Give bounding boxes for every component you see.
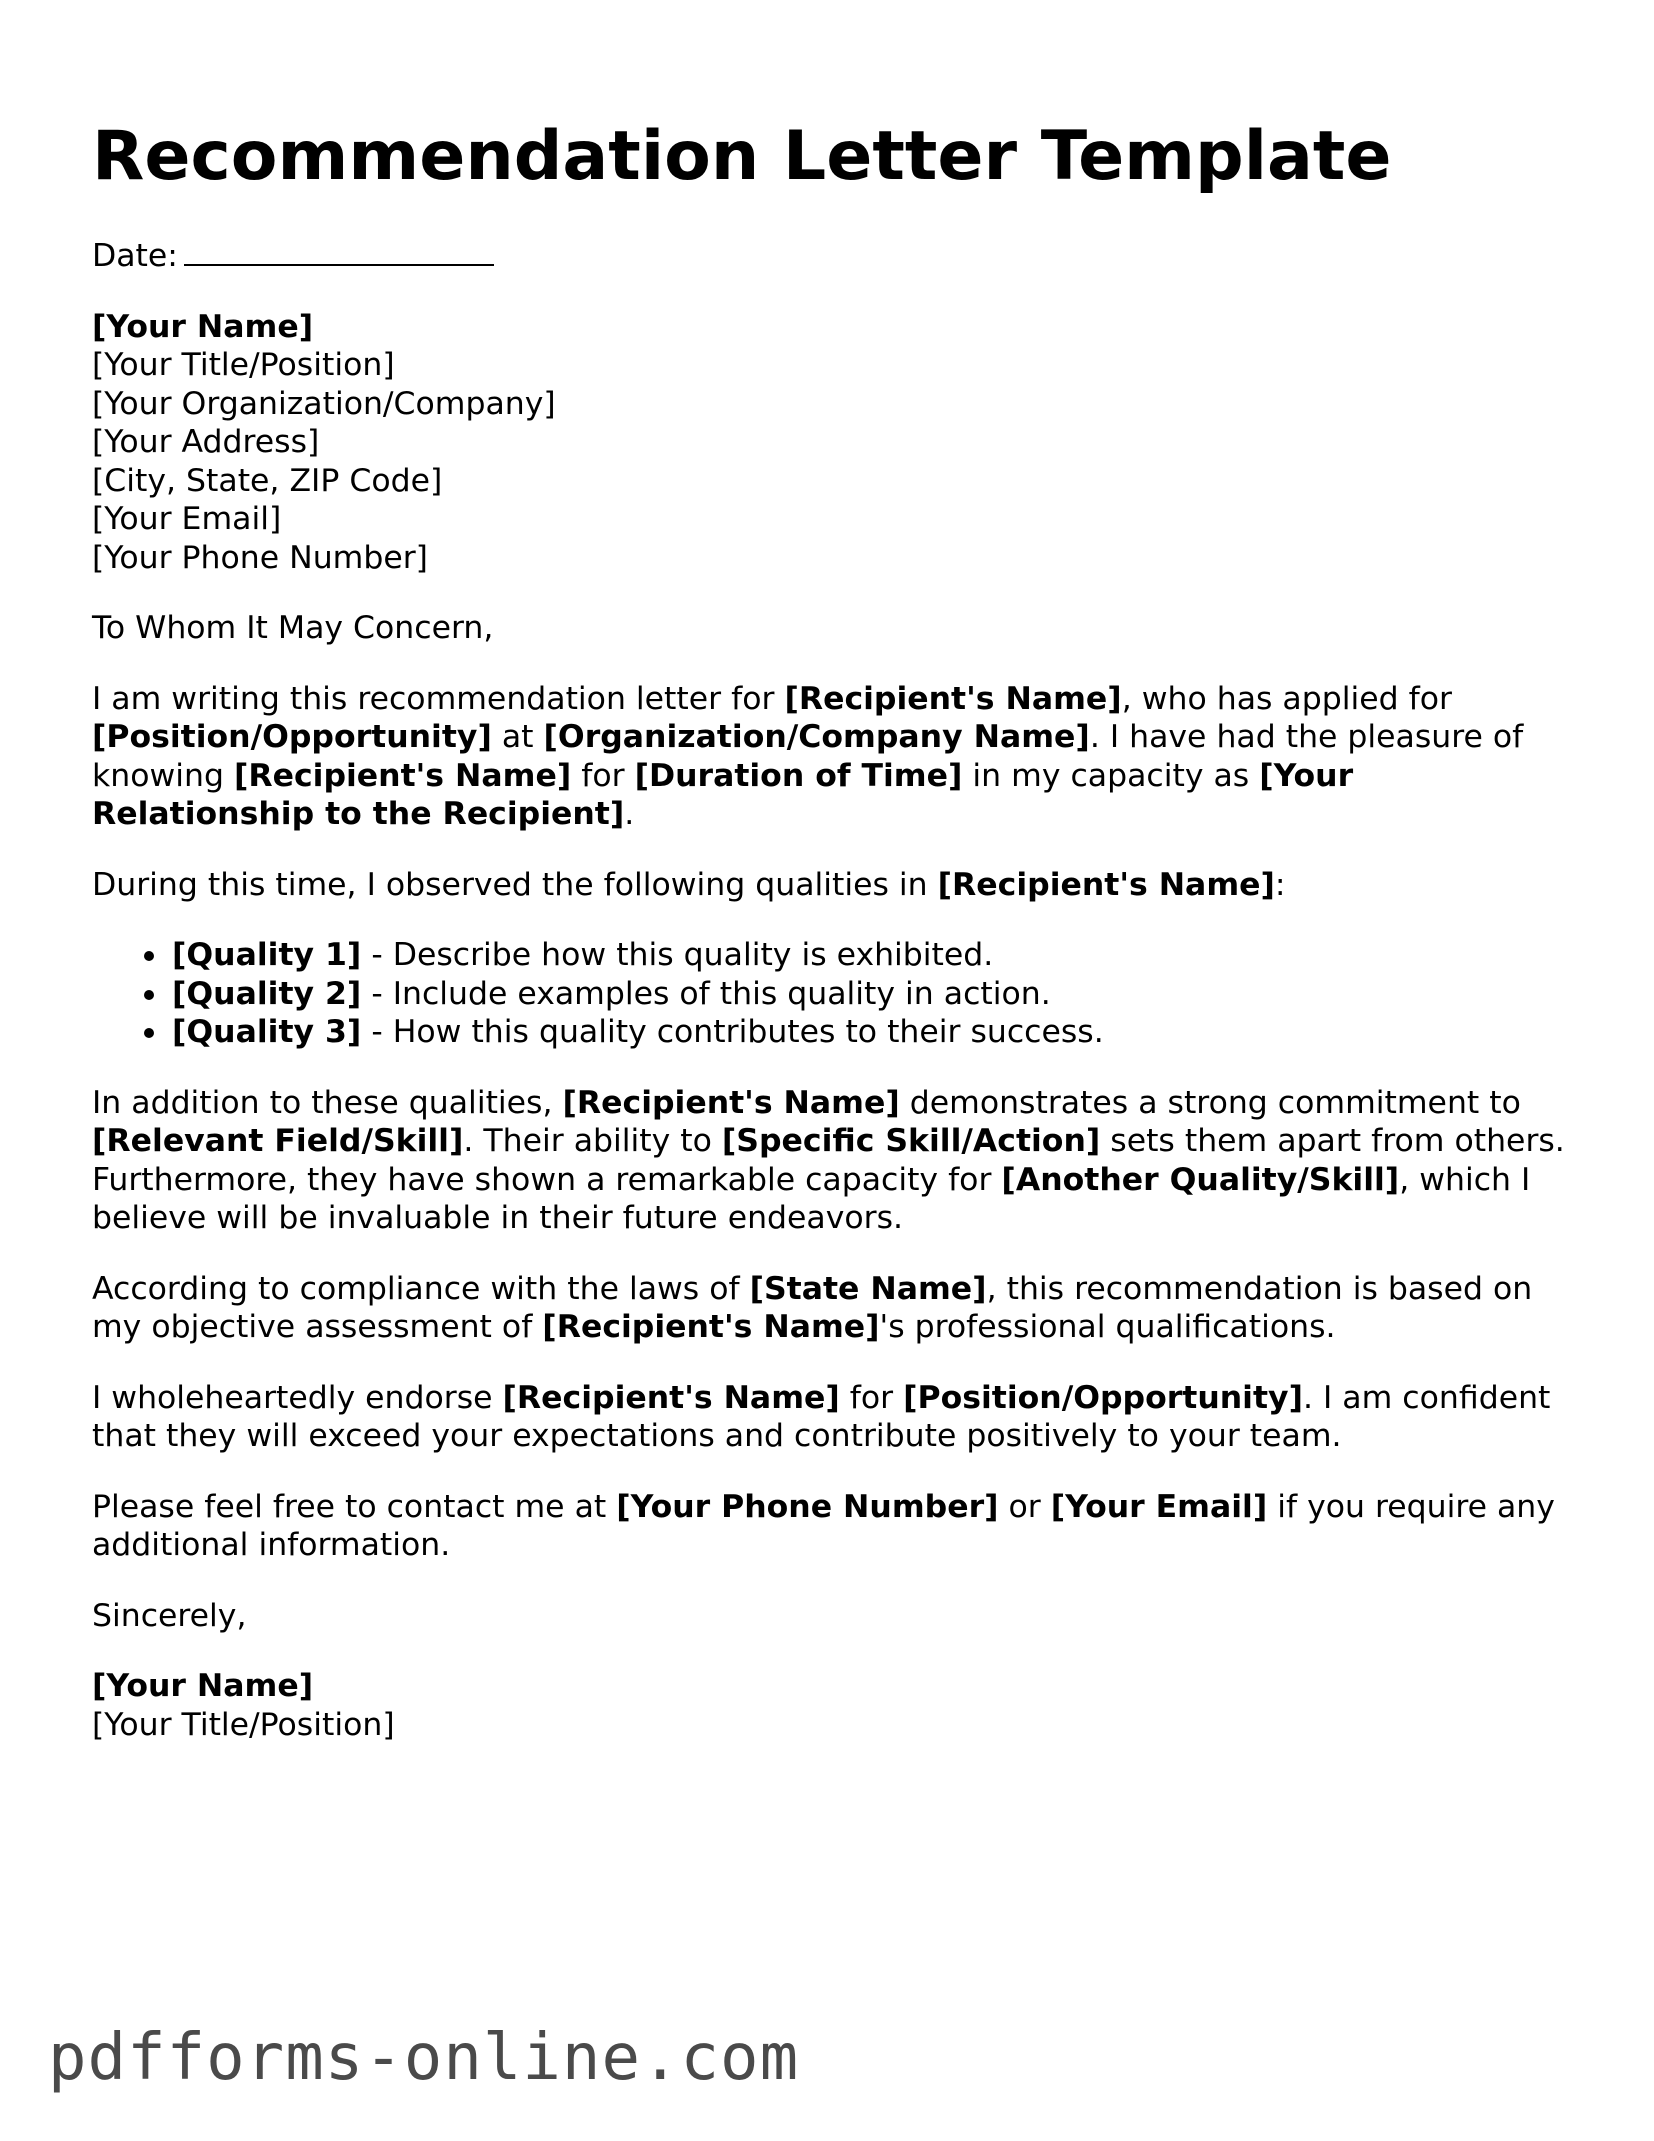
text-run: . Their ability to [463, 1123, 722, 1159]
signature-name: [Your Name] [92, 1668, 314, 1704]
text-run: I wholeheartedly endorse [92, 1379, 503, 1416]
list-item [172, 1013, 1572, 1052]
placeholder-duration: [Duration of Time] [634, 757, 963, 794]
quality-label: [Quality 3] [172, 1014, 362, 1050]
text-run: sets them apart from others. Furthermore, they have shown a remarkable capacity for [92, 1123, 1565, 1198]
text-run: . I have had the pleasure of knowing [92, 719, 1524, 794]
placeholder-recipient-name: [Recipient's Name] [784, 680, 1122, 717]
paragraph-qualities-intro [92, 866, 1572, 905]
paragraph-intro [92, 680, 1572, 834]
text-run: Please feel free to contact me at [92, 1488, 617, 1525]
placeholder-position: [Position/Opportunity] [92, 719, 492, 755]
placeholder-position: [Position/Opportunity] [903, 1379, 1303, 1416]
quality-text: - Describe how this quality is exhibited. [361, 937, 994, 973]
paragraph-contact [92, 1488, 1572, 1565]
paragraph-endorse [92, 1379, 1572, 1456]
paragraph-compliance [92, 1270, 1572, 1347]
quality-label: [Quality 2] [172, 975, 362, 1012]
placeholder-specific-skill: [Specific Skill/Action] [721, 1123, 1101, 1159]
sender-block [92, 308, 1572, 578]
text-run: in my capacity as [962, 757, 1260, 794]
list-item [172, 936, 1572, 975]
date-label: Date: [92, 238, 178, 274]
closing: Sincerely, [92, 1597, 247, 1634]
watermark: pdfforms-online.com [48, 2021, 800, 2095]
sender-phone: [Your Phone Number] [92, 539, 428, 576]
placeholder-field-skill: [Relevant Field/Skill] [92, 1123, 464, 1159]
text-run: . I am confident that they will exceed your expectations and contribute positively to your team. [92, 1379, 1551, 1454]
text-run: I am writing this recommendation letter for [92, 680, 785, 717]
sender-address: [Your Address] [92, 424, 320, 460]
placeholder-recipient-name: [Recipient's Name] [542, 1309, 880, 1345]
sender-organization: [Your Organization/Company] [92, 385, 556, 422]
placeholder-email: [Your Email] [1050, 1488, 1268, 1525]
sender-email: [Your Email] [92, 501, 282, 537]
text-run: for [839, 1379, 904, 1416]
letter-body [92, 236, 1572, 1776]
text-run: or [998, 1488, 1051, 1525]
text-run: at [491, 719, 544, 755]
text-run: . [624, 796, 635, 832]
text-run: , this recommendation is based on my objective assessment of [92, 1270, 1533, 1345]
placeholder-recipient-name: [Recipient's Name] [562, 1084, 900, 1121]
sender-name: [Your Name] [92, 308, 314, 345]
page-title: Recommendation Letter Template [92, 117, 1392, 196]
placeholder-recipient-name: [Recipient's Name] [233, 757, 572, 794]
paragraph-commitment [92, 1084, 1572, 1238]
placeholder-recipient-name: [Recipient's Name] [937, 866, 1275, 903]
placeholder-organization: [Organization/Company Name] [543, 719, 1090, 755]
signature-title: [Your Title/Position] [92, 1706, 395, 1743]
text-run: During this time, I observed the following qualities in [92, 866, 938, 903]
date-blank-field[interactable] [184, 236, 494, 266]
placeholder-phone: [Your Phone Number] [616, 1488, 999, 1525]
date-line [92, 236, 1572, 276]
salutation: To Whom It May Concern, [92, 610, 494, 646]
signature-block [92, 1667, 1572, 1744]
quality-text: - Include examples of this quality in action. [361, 975, 1051, 1012]
text-run: 's professional qualifications. [879, 1309, 1336, 1345]
text-run: , which I believe will be invaluable in their future endeavors. [92, 1161, 1531, 1236]
text-run: According to compliance with the laws of [92, 1270, 750, 1307]
list-item [172, 975, 1572, 1014]
text-run: demonstrates a strong commitment to [899, 1084, 1521, 1121]
sender-title: [Your Title/Position] [92, 347, 395, 383]
text-run: if you require any additional information. [92, 1488, 1555, 1563]
sender-city-state-zip: [City, State, ZIP Code] [92, 462, 443, 499]
placeholder-another-quality: [Another Quality/Skill] [1001, 1161, 1400, 1198]
text-run: In addition to these qualities, [92, 1084, 563, 1121]
text-run: : [1274, 866, 1286, 903]
text-run: , who has applied for [1121, 680, 1452, 717]
quality-label: [Quality 1] [172, 937, 362, 973]
quality-text: - How this quality contributes to their success. [361, 1014, 1104, 1050]
placeholder-state-name: [State Name] [749, 1270, 987, 1307]
placeholder-recipient-name: [Recipient's Name] [502, 1379, 840, 1416]
text-run: for [571, 757, 635, 794]
placeholder-relationship: [Your Relationship to the Recipient] [92, 757, 1354, 832]
qualities-list [92, 936, 1572, 1052]
